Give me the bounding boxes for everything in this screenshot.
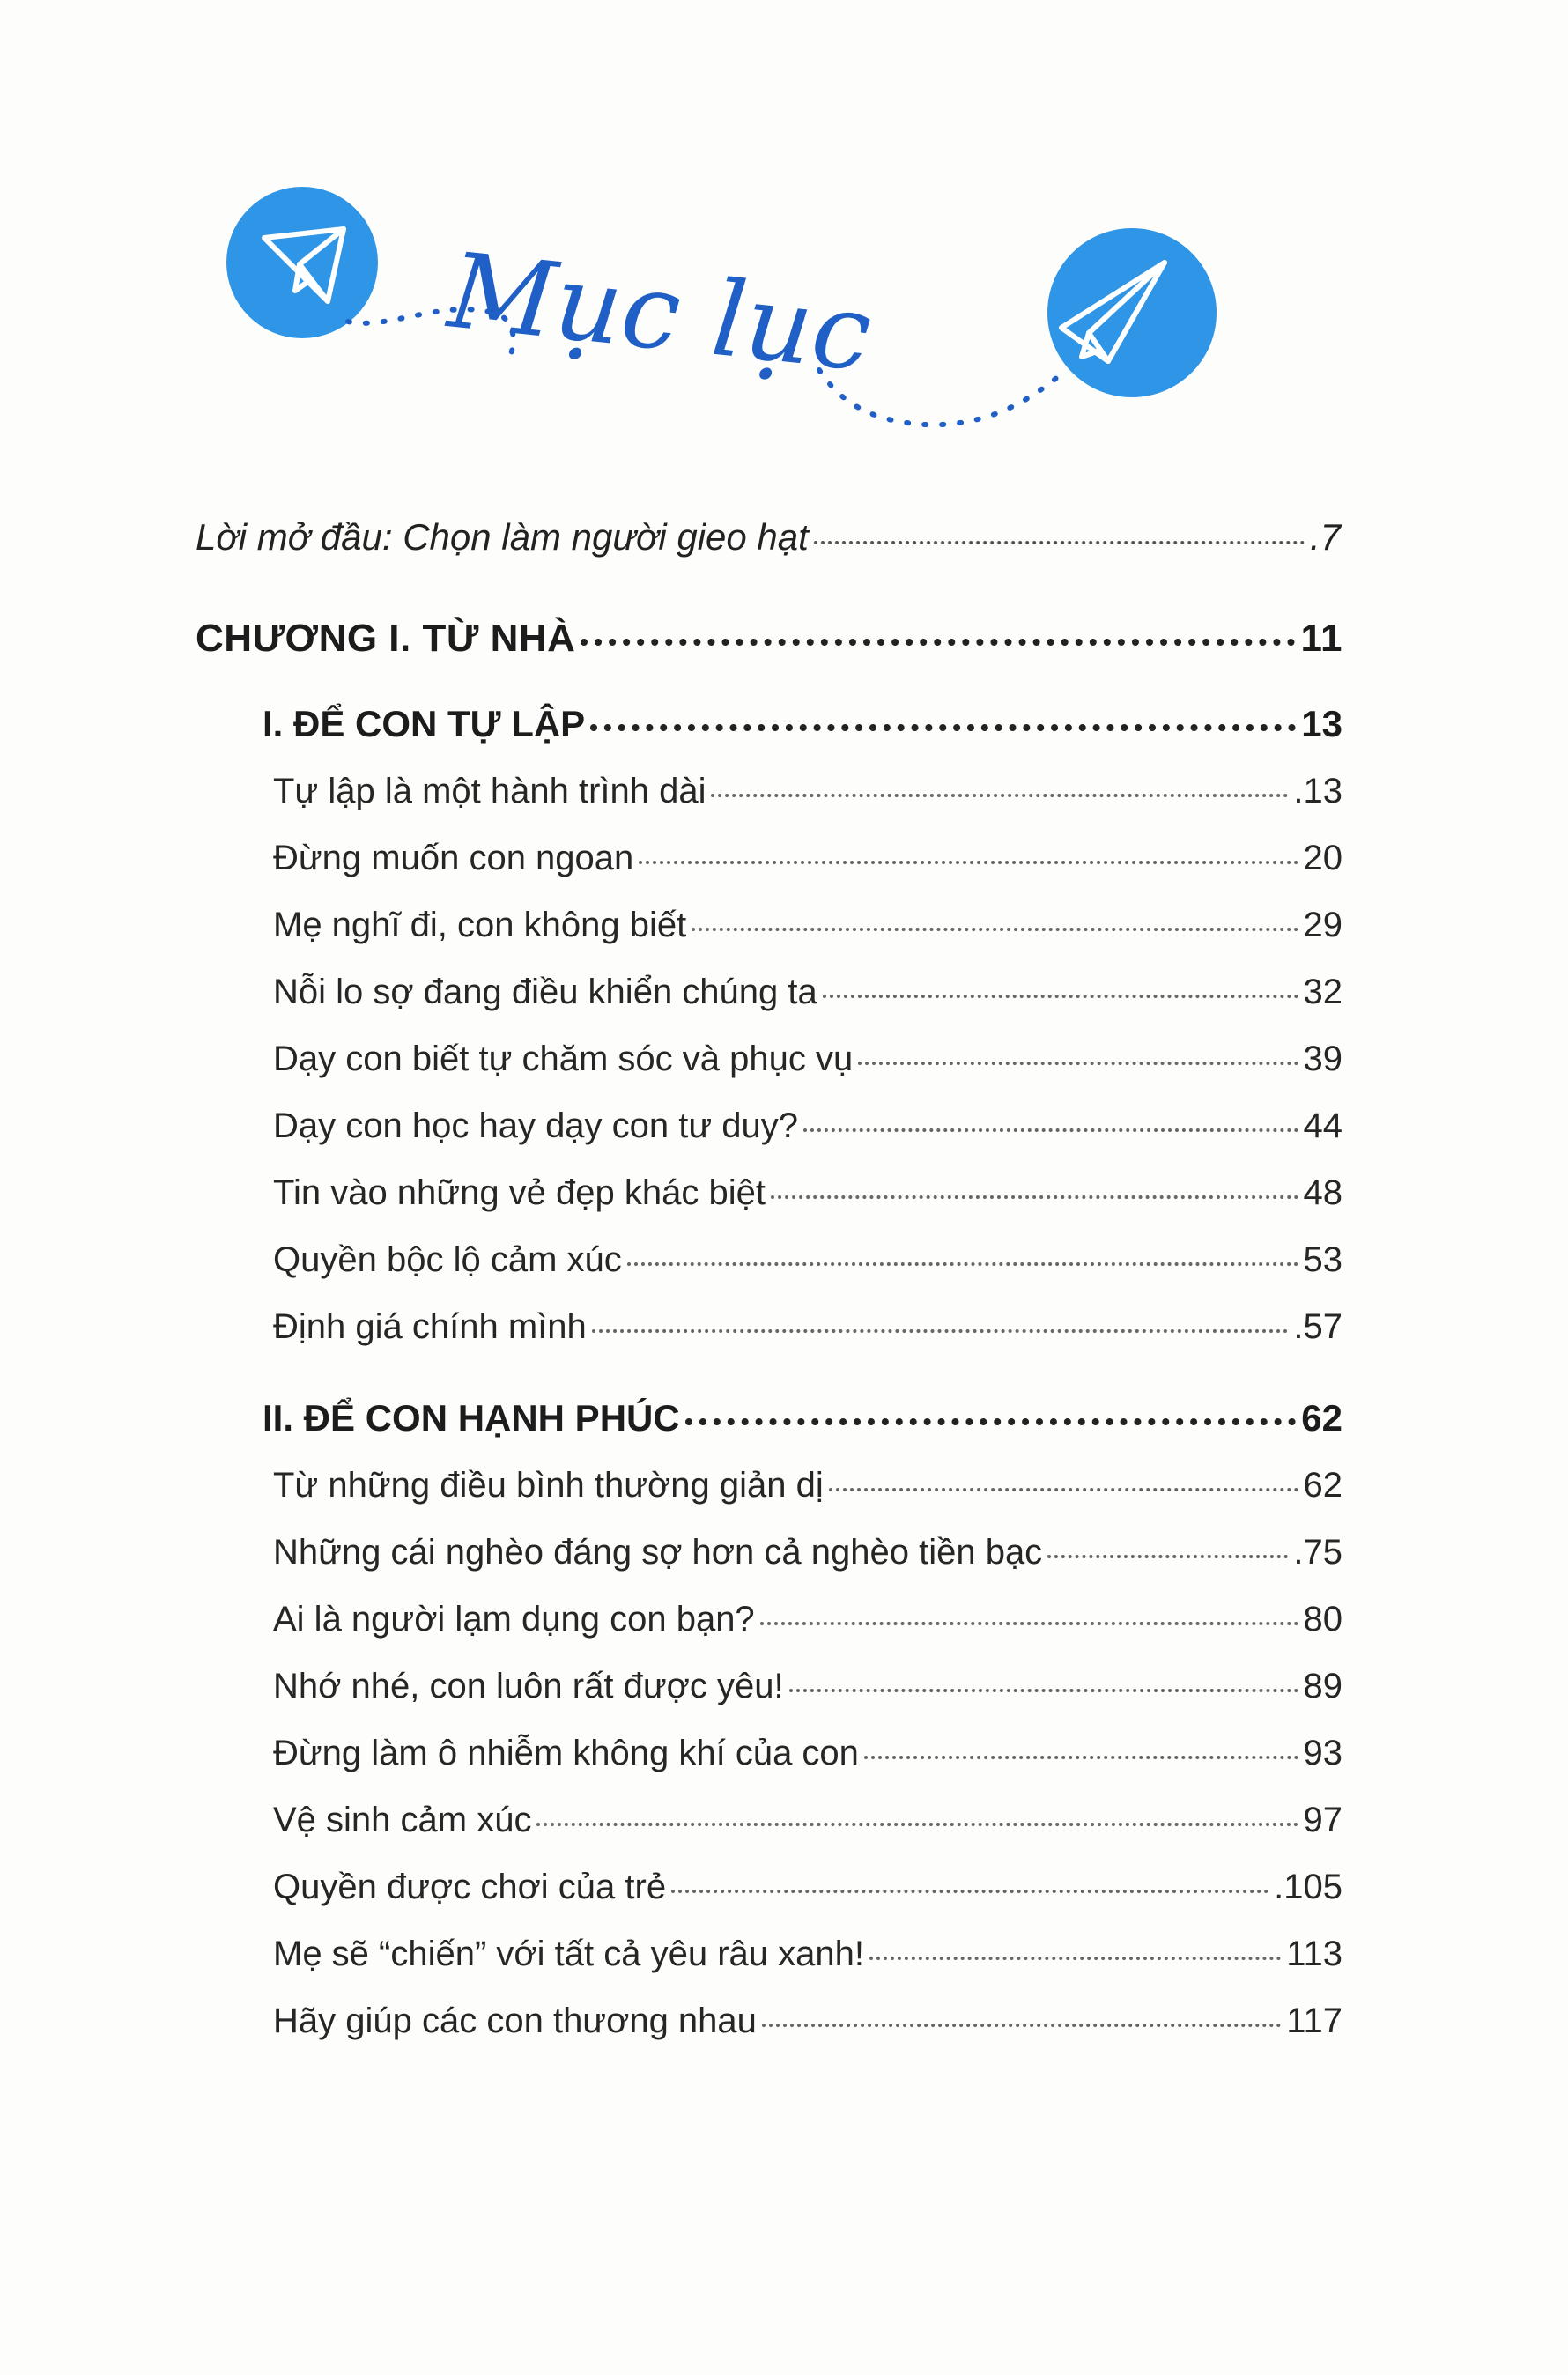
toc-item-title: Vệ sinh cảm xúc [273, 1801, 532, 1839]
dot-leader [829, 1488, 1298, 1491]
toc-item-title: Định giá chính mình [273, 1307, 587, 1346]
toc-item-page: 44 [1303, 1106, 1342, 1145]
dot-leader [685, 1418, 1297, 1425]
dot-leader [592, 1329, 1289, 1333]
dot-leader [590, 724, 1296, 731]
toc-item-page: 93 [1303, 1734, 1342, 1772]
toc-item-title: Đừng làm ô nhiễm không khí của con [273, 1734, 859, 1772]
dot-leader [627, 1262, 1298, 1266]
toc-item-page: 117 [1286, 2001, 1342, 2040]
toc-item[interactable] [273, 1600, 1342, 1639]
toc-item-title: Mẹ sẽ “chiến” với tất cả yêu râu xanh! [273, 1935, 864, 1973]
toc-item[interactable] [273, 839, 1342, 878]
dot-leader [581, 639, 1295, 646]
dot-leader [762, 2024, 1281, 2027]
toc-item-title: Nỗi lo sợ đang điều khiển chúng ta [273, 973, 817, 1011]
dot-leader [789, 1689, 1298, 1692]
section-page: 13 [1301, 703, 1342, 744]
toc-item-title: Nhớ nhé, con luôn rất được yêu! [273, 1667, 784, 1705]
toc-item[interactable] [273, 1533, 1342, 1572]
dot-leader [536, 1823, 1298, 1826]
toc-item-page: 97 [1303, 1801, 1342, 1839]
toc-item-title: Quyền bộc lộ cảm xúc [273, 1240, 622, 1279]
dot-leader [1047, 1555, 1288, 1558]
toc-item[interactable] [273, 973, 1342, 1012]
toc-item[interactable] [273, 2001, 1342, 2041]
dot-leader [864, 1756, 1298, 1759]
toc-item-title: Hãy giúp các con thương nhau [273, 2001, 757, 2040]
toc-item[interactable] [273, 1240, 1342, 1280]
toc-item-page: 113 [1286, 1935, 1342, 1973]
toc-header [0, 0, 1568, 493]
toc-item[interactable] [273, 1307, 1342, 1347]
toc-item-page: .105 [1274, 1868, 1342, 1906]
toc-item-page: .57 [1293, 1307, 1342, 1346]
toc-item-page: 48 [1303, 1173, 1342, 1212]
toc-item-title: Tự lập là một hành trình dài [273, 772, 706, 810]
toc-item[interactable] [273, 906, 1342, 945]
toc-chapter-1[interactable] [196, 617, 1342, 661]
toc-entry-preface[interactable] [196, 516, 1341, 559]
toc-item[interactable] [273, 1667, 1342, 1706]
toc-item[interactable] [273, 1040, 1342, 1079]
dot-leader [803, 1128, 1298, 1132]
toc-section-2[interactable] [263, 1397, 1342, 1439]
toc-item-page: 62 [1303, 1466, 1342, 1505]
toc-item-page: 29 [1303, 906, 1342, 944]
toc-item[interactable] [273, 1868, 1342, 1907]
dot-leader [760, 1622, 1298, 1625]
toc-item-page: 53 [1303, 1240, 1342, 1279]
toc-item-page: 89 [1303, 1667, 1342, 1705]
toc-item-title: Đừng muốn con ngoan [273, 839, 634, 877]
chapter-page: 11 [1300, 617, 1342, 660]
toc-item-page: .75 [1293, 1533, 1342, 1572]
dot-leader [823, 995, 1298, 998]
toc-item-title: Tin vào những vẻ đẹp khác biệt [273, 1173, 766, 1212]
toc-item-title: Quyền được chơi của trẻ [273, 1868, 667, 1906]
dot-leader [671, 1890, 1268, 1893]
section-page: 62 [1301, 1397, 1342, 1439]
toc-entry-title: Lời mở đầu: Chọn làm người gieo hạt [196, 516, 809, 558]
dot-leader [711, 794, 1288, 797]
dot-leader [771, 1195, 1298, 1199]
toc-item-title: Những cái nghèo đáng sợ hơn cả nghèo tiền bạc [273, 1533, 1043, 1572]
toc-item-page: 80 [1303, 1600, 1342, 1639]
toc-item[interactable] [273, 1734, 1342, 1773]
toc-item[interactable] [273, 1173, 1342, 1213]
dot-leader [692, 928, 1298, 931]
right-circle [1047, 228, 1217, 397]
toc-item[interactable] [273, 1106, 1342, 1146]
toc-entry-page: .7 [1309, 516, 1341, 558]
chapter-title: CHƯƠNG I. TỪ NHÀ [196, 617, 576, 660]
toc-item-title: Dạy con học hay dạy con tư duy? [273, 1106, 799, 1145]
toc-item-title: Từ những điều bình thường giản dị [273, 1466, 824, 1505]
section-title: II. ĐỂ CON HẠNH PHÚC [263, 1397, 680, 1439]
toc-section-1[interactable] [263, 703, 1342, 745]
section-title: I. ĐỂ CON TỰ LẬP [263, 703, 586, 744]
toc-item-page: 32 [1303, 973, 1342, 1011]
toc-item-page: 39 [1303, 1040, 1342, 1078]
dot-leader [639, 861, 1298, 864]
toc-item-title: Dạy con biết tự chăm sóc và phục vụ [273, 1040, 854, 1078]
toc-item-title: Ai là người lạm dụng con bạn? [273, 1600, 755, 1639]
toc-item-title: Mẹ nghĩ đi, con không biết [273, 906, 687, 944]
toc-item[interactable] [273, 1466, 1342, 1506]
toc-item-page: .13 [1293, 772, 1342, 810]
dot-leader [814, 541, 1305, 544]
toc-item[interactable] [273, 1801, 1342, 1840]
dot-leader [869, 1957, 1281, 1960]
toc-item-page: 20 [1303, 839, 1342, 877]
toc-item[interactable] [273, 1935, 1342, 1974]
toc-item[interactable] [273, 772, 1342, 811]
toc-title: Mục lục [443, 229, 877, 395]
dot-leader [858, 1062, 1298, 1065]
